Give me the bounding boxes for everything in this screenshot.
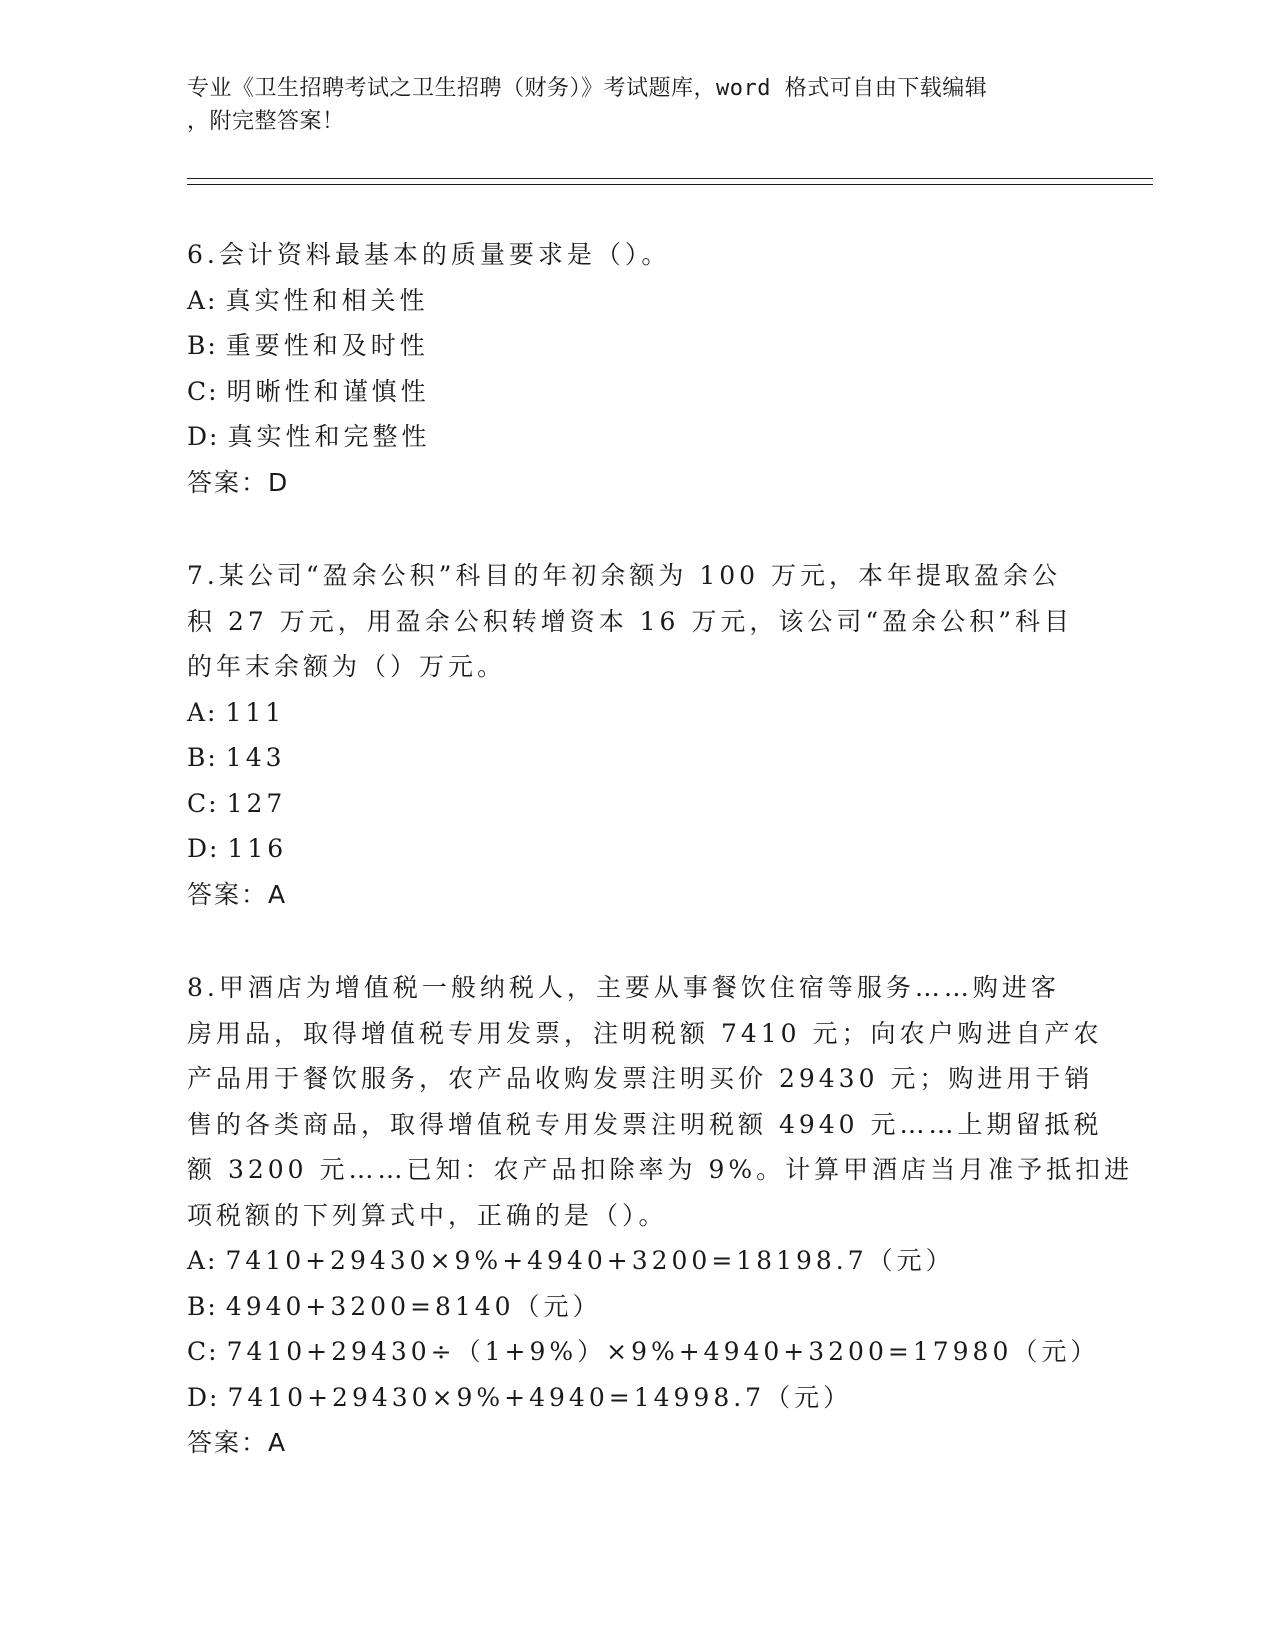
option-text: 明晰性和谨慎性 bbox=[226, 376, 430, 406]
option-text: 7410+29430×9%+4940=14998.7（元） bbox=[227, 1382, 853, 1412]
option-text: 4940+3200=8140（元） bbox=[225, 1291, 602, 1321]
option-key: D: bbox=[187, 1382, 220, 1412]
option-d bbox=[187, 414, 1087, 460]
answer-line: 答案：A bbox=[187, 1428, 288, 1457]
answer-line: 答案：D bbox=[187, 467, 290, 497]
stem-line: 的年末余额为（）万元。 bbox=[187, 652, 507, 681]
question-stem bbox=[187, 965, 1134, 1238]
option-key: A: bbox=[187, 1246, 218, 1275]
stem-line: 积 27 万元，用盈余公积转增资本 16 万元，该公司“盈余公积”科目 bbox=[187, 606, 1073, 636]
option-a bbox=[187, 690, 1087, 736]
option-a bbox=[187, 278, 1087, 324]
stem-line: 6.会计资料最基本的质量要求是（）。 bbox=[187, 240, 671, 269]
option-d bbox=[187, 1375, 1087, 1421]
option-c bbox=[187, 781, 1087, 827]
option-key: D: bbox=[187, 422, 220, 451]
option-key: A: bbox=[187, 697, 218, 727]
question-6 bbox=[187, 232, 1087, 505]
option-key: C: bbox=[187, 376, 219, 406]
stem-line: 产品用于餐饮服务，农产品收购发票注明买价 29430 元；购进用于销 bbox=[187, 1064, 1094, 1093]
question-8 bbox=[187, 965, 1134, 1466]
option-text: 重要性和及时性 bbox=[225, 331, 429, 360]
stem-line: 售的各类商品，取得增值税专用发票注明税额 4940 元……上期留抵税 bbox=[187, 1109, 1103, 1139]
option-text: 真实性和完整性 bbox=[227, 422, 431, 451]
question-stem bbox=[187, 553, 1087, 690]
option-text: 7410+29430÷（1+9%）×9%+4940+3200=17980（元） bbox=[226, 1337, 1100, 1366]
header-line-2: ，附完整答案！ bbox=[187, 109, 345, 134]
option-b bbox=[187, 323, 1087, 369]
option-text: 111 bbox=[225, 697, 286, 727]
option-text: 143 bbox=[225, 743, 286, 772]
stem-line: 额 3200 元……已知：农产品扣除率为 9%。计算甲酒店当月准予抵扣进 bbox=[187, 1155, 1134, 1184]
option-c bbox=[187, 1329, 1100, 1375]
option-c bbox=[187, 369, 1087, 415]
header-divider-bottom bbox=[187, 184, 1153, 185]
option-b bbox=[187, 1284, 1087, 1330]
header-divider-top bbox=[187, 178, 1153, 179]
option-text: 116 bbox=[227, 834, 288, 863]
question-stem bbox=[187, 232, 1087, 278]
stem-line: 项税额的下列算式中，正确的是（）。 bbox=[187, 1200, 668, 1230]
option-key: C: bbox=[187, 788, 219, 818]
option-d bbox=[187, 826, 1087, 872]
stem-line: 7.某公司“盈余公积”科目的年初余额为 100 万元，本年提取盈余公 bbox=[187, 561, 1062, 590]
option-key: B: bbox=[187, 743, 218, 772]
answer-line: 答案：A bbox=[187, 879, 288, 909]
option-key: D: bbox=[187, 834, 220, 863]
stem-line: 8.甲酒店为增值税一般纳税人，主要从事餐饮住宿等服务……购进客 bbox=[187, 973, 1060, 1002]
stem-line: 房用品，取得增值税专用发票，注明税额 7410 元；向农户购进自产农 bbox=[187, 1018, 1103, 1048]
option-key: A: bbox=[187, 285, 218, 315]
question-7 bbox=[187, 553, 1087, 917]
option-b bbox=[187, 735, 1087, 781]
option-key: B: bbox=[187, 1291, 218, 1321]
option-text: 127 bbox=[226, 788, 287, 818]
question-list bbox=[187, 232, 1134, 1514]
option-text: 7410+29430×9%+4940+3200=18198.7（元） bbox=[225, 1246, 955, 1275]
option-key: B: bbox=[187, 331, 218, 360]
option-text: 真实性和相关性 bbox=[225, 285, 429, 315]
option-key: C: bbox=[187, 1337, 219, 1366]
document-header bbox=[187, 72, 1067, 138]
header-line-1: 专业《卫生招聘考试之卫生招聘（财务）》考试题库，word 格式可自由下载编辑 bbox=[187, 76, 988, 101]
option-a bbox=[187, 1238, 1087, 1284]
